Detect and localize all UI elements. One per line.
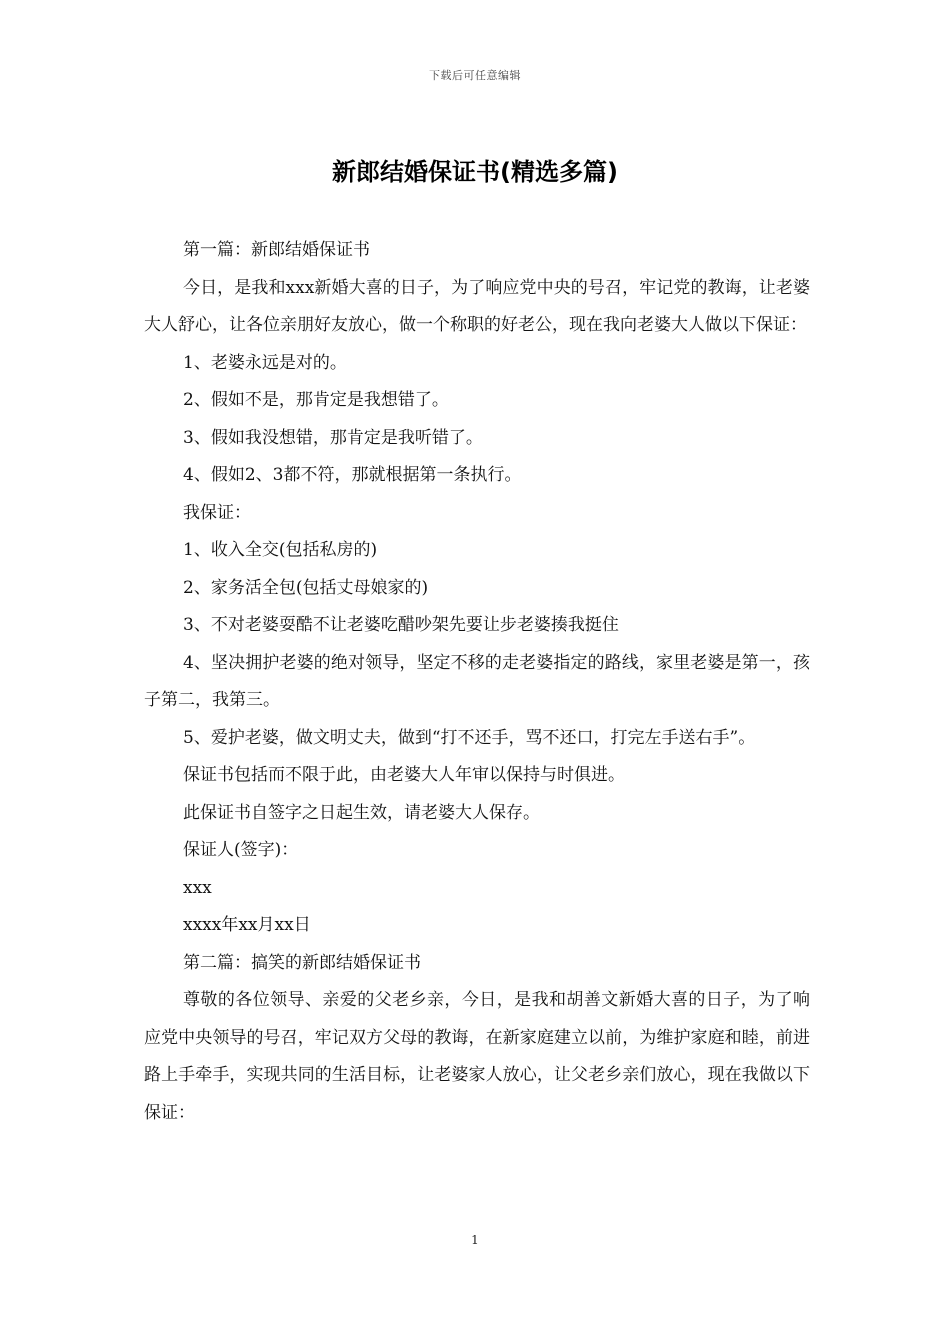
page-number: 1	[471, 1233, 479, 1247]
section-heading-1: 第一篇：新郎结婚保证书	[183, 240, 370, 260]
section-heading-2: 第二篇：搞笑的新郎结婚保证书	[183, 952, 421, 973]
page-header-note: 下载后可任意编辑	[429, 69, 521, 82]
pledge-heading: 我保证：	[183, 502, 251, 523]
list-item: 4、坚决拥护老婆的绝对领导，坚定不移的走老婆指定的路线，家里老婆是第一，孩子第二，我第三。	[144, 652, 810, 710]
intro-paragraph-2: 尊敬的各位领导、亲爱的父老乡亲，今日，是我和胡善文新婚大喜的日子，为了响应党中央领导的号召，牢记双方父母的教诲，在新家庭建立以前，为维护家庭和睦，前进路上手牵手，实现共同的生活目标，让老婆家人放心，让父老乡亲们放心，现在我做以下保证：	[144, 990, 810, 1123]
list-item: 4、假如2、3都不符，那就根据第一条执行。	[183, 465, 522, 485]
signature-date: xxxx年xx月xx日	[183, 915, 311, 935]
list-item: 2、家务活全包(包括丈母娘家的)	[183, 577, 429, 598]
document-title: 新郎结婚保证书(精选多篇)	[332, 158, 618, 186]
document-body	[144, 232, 810, 1132]
list-item: 3、不对老婆耍酷不让老婆吃醋吵架先要让步老婆揍我挺住	[183, 615, 619, 635]
list-item: 1、收入全交(包括私房的)	[183, 540, 378, 560]
closing-paragraph: 此保证书自签字之日起生效，请老婆大人保存。	[183, 802, 540, 823]
list-item: 3、假如我没想错，那肯定是我听错了。	[183, 427, 483, 448]
list-item: 1、老婆永远是对的。	[183, 352, 347, 373]
signature-name: xxx	[183, 877, 212, 898]
signature-label: 保证人(签字)：	[183, 840, 299, 860]
list-item: 2、假如不是，那肯定是我想错了。	[183, 390, 449, 410]
intro-paragraph: 今日，是我和xxx新婚大喜的日子，为了响应党中央的号召，牢记党的教诲，让老婆大人舒心，让各位亲朋好友放心，做一个称职的好老公，现在我向老婆大人做以下保证：	[144, 277, 810, 335]
closing-paragraph: 保证书包括而不限于此，由老婆大人年审以保持与时俱进。	[183, 765, 625, 785]
list-item: 5、爱护老婆，做文明丈夫，做到“打不还手，骂不还口，打完左手送右手”。	[183, 727, 756, 748]
